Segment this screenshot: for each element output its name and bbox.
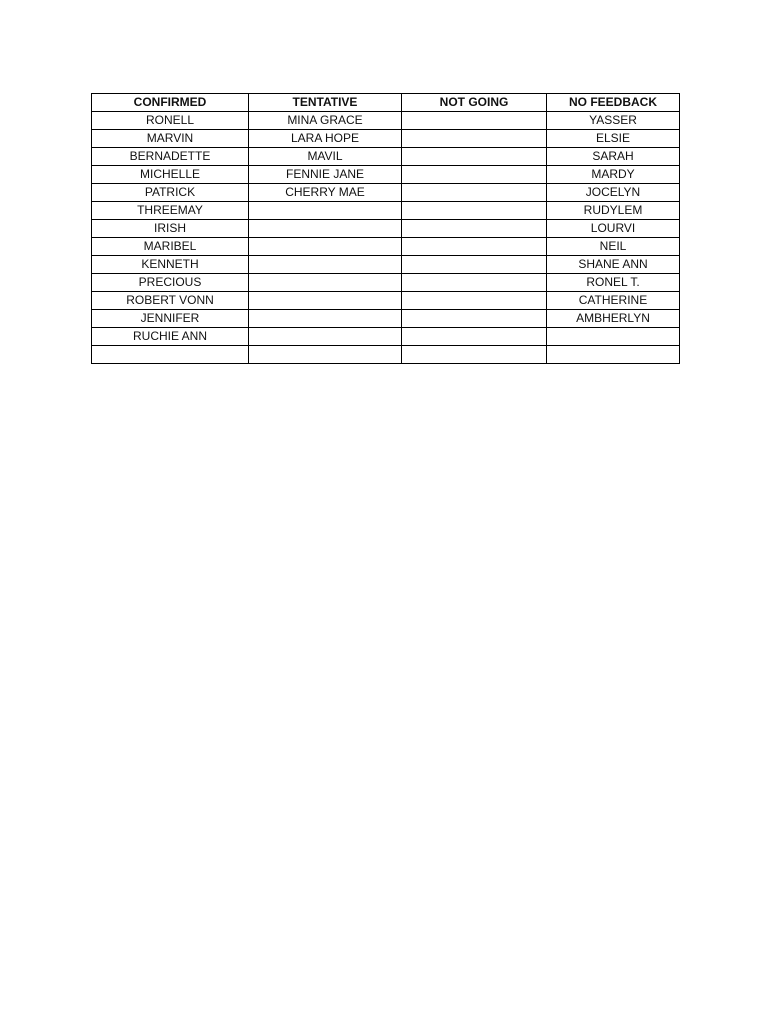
table-row [92, 148, 680, 166]
not-going-cell [402, 328, 547, 346]
no-feedback-cell: JOCELYN [547, 184, 680, 202]
tentative-cell [249, 346, 402, 364]
not-going-cell [402, 166, 547, 184]
header-tentative: TENTATIVE [249, 94, 402, 112]
not-going-cell [402, 310, 547, 328]
tentative-cell [249, 310, 402, 328]
tentative-cell: LARA HOPE [249, 130, 402, 148]
confirmed-cell [92, 346, 249, 364]
confirmed-cell: PRECIOUS [92, 274, 249, 292]
no-feedback-cell: NEIL [547, 238, 680, 256]
table-row [92, 310, 680, 328]
header-no-feedback: NO FEEDBACK [547, 94, 680, 112]
not-going-cell [402, 256, 547, 274]
table-row [92, 220, 680, 238]
confirmed-cell: ROBERT VONN [92, 292, 249, 310]
confirmed-cell: MICHELLE [92, 166, 249, 184]
table-row [92, 166, 680, 184]
table-header [92, 94, 680, 112]
not-going-cell [402, 148, 547, 166]
no-feedback-cell: ELSIE [547, 130, 680, 148]
header-confirmed: CONFIRMED [92, 94, 249, 112]
tentative-cell [249, 292, 402, 310]
confirmed-cell: BERNADETTE [92, 148, 249, 166]
attendance-table [91, 93, 680, 364]
confirmed-cell: MARIBEL [92, 238, 249, 256]
not-going-cell [402, 346, 547, 364]
table-row [92, 112, 680, 130]
no-feedback-cell: SARAH [547, 148, 680, 166]
tentative-cell: CHERRY MAE [249, 184, 402, 202]
not-going-cell [402, 274, 547, 292]
confirmed-cell: RONELL [92, 112, 249, 130]
table-row [92, 202, 680, 220]
confirmed-cell: PATRICK [92, 184, 249, 202]
confirmed-cell: IRISH [92, 220, 249, 238]
not-going-cell [402, 202, 547, 220]
table-row [92, 292, 680, 310]
no-feedback-cell [547, 346, 680, 364]
not-going-cell [402, 184, 547, 202]
table-row [92, 328, 680, 346]
no-feedback-cell: RONEL T. [547, 274, 680, 292]
header-not-going: NOT GOING [402, 94, 547, 112]
no-feedback-cell: YASSER [547, 112, 680, 130]
table-row [92, 238, 680, 256]
confirmed-cell: JENNIFER [92, 310, 249, 328]
tentative-cell [249, 202, 402, 220]
not-going-cell [402, 130, 547, 148]
table-row [92, 256, 680, 274]
confirmed-cell: RUCHIE ANN [92, 328, 249, 346]
no-feedback-cell: CATHERINE [547, 292, 680, 310]
not-going-cell [402, 220, 547, 238]
no-feedback-cell: SHANE ANN [547, 256, 680, 274]
confirmed-cell: MARVIN [92, 130, 249, 148]
tentative-cell [249, 220, 402, 238]
tentative-cell: FENNIE JANE [249, 166, 402, 184]
not-going-cell [402, 292, 547, 310]
not-going-cell [402, 112, 547, 130]
not-going-cell [402, 238, 547, 256]
table-row [92, 130, 680, 148]
no-feedback-cell: AMBHERLYN [547, 310, 680, 328]
tentative-cell: MINA GRACE [249, 112, 402, 130]
tentative-cell [249, 274, 402, 292]
no-feedback-cell: MARDY [547, 166, 680, 184]
header-row [92, 94, 680, 112]
tentative-cell [249, 238, 402, 256]
table-row [92, 274, 680, 292]
no-feedback-cell [547, 328, 680, 346]
table-row [92, 346, 680, 364]
no-feedback-cell: LOURVI [547, 220, 680, 238]
table-body [92, 112, 680, 364]
confirmed-cell: THREEMAY [92, 202, 249, 220]
confirmed-cell: KENNETH [92, 256, 249, 274]
tentative-cell: MAVIL [249, 148, 402, 166]
table-row [92, 184, 680, 202]
tentative-cell [249, 256, 402, 274]
no-feedback-cell: RUDYLEM [547, 202, 680, 220]
tentative-cell [249, 328, 402, 346]
